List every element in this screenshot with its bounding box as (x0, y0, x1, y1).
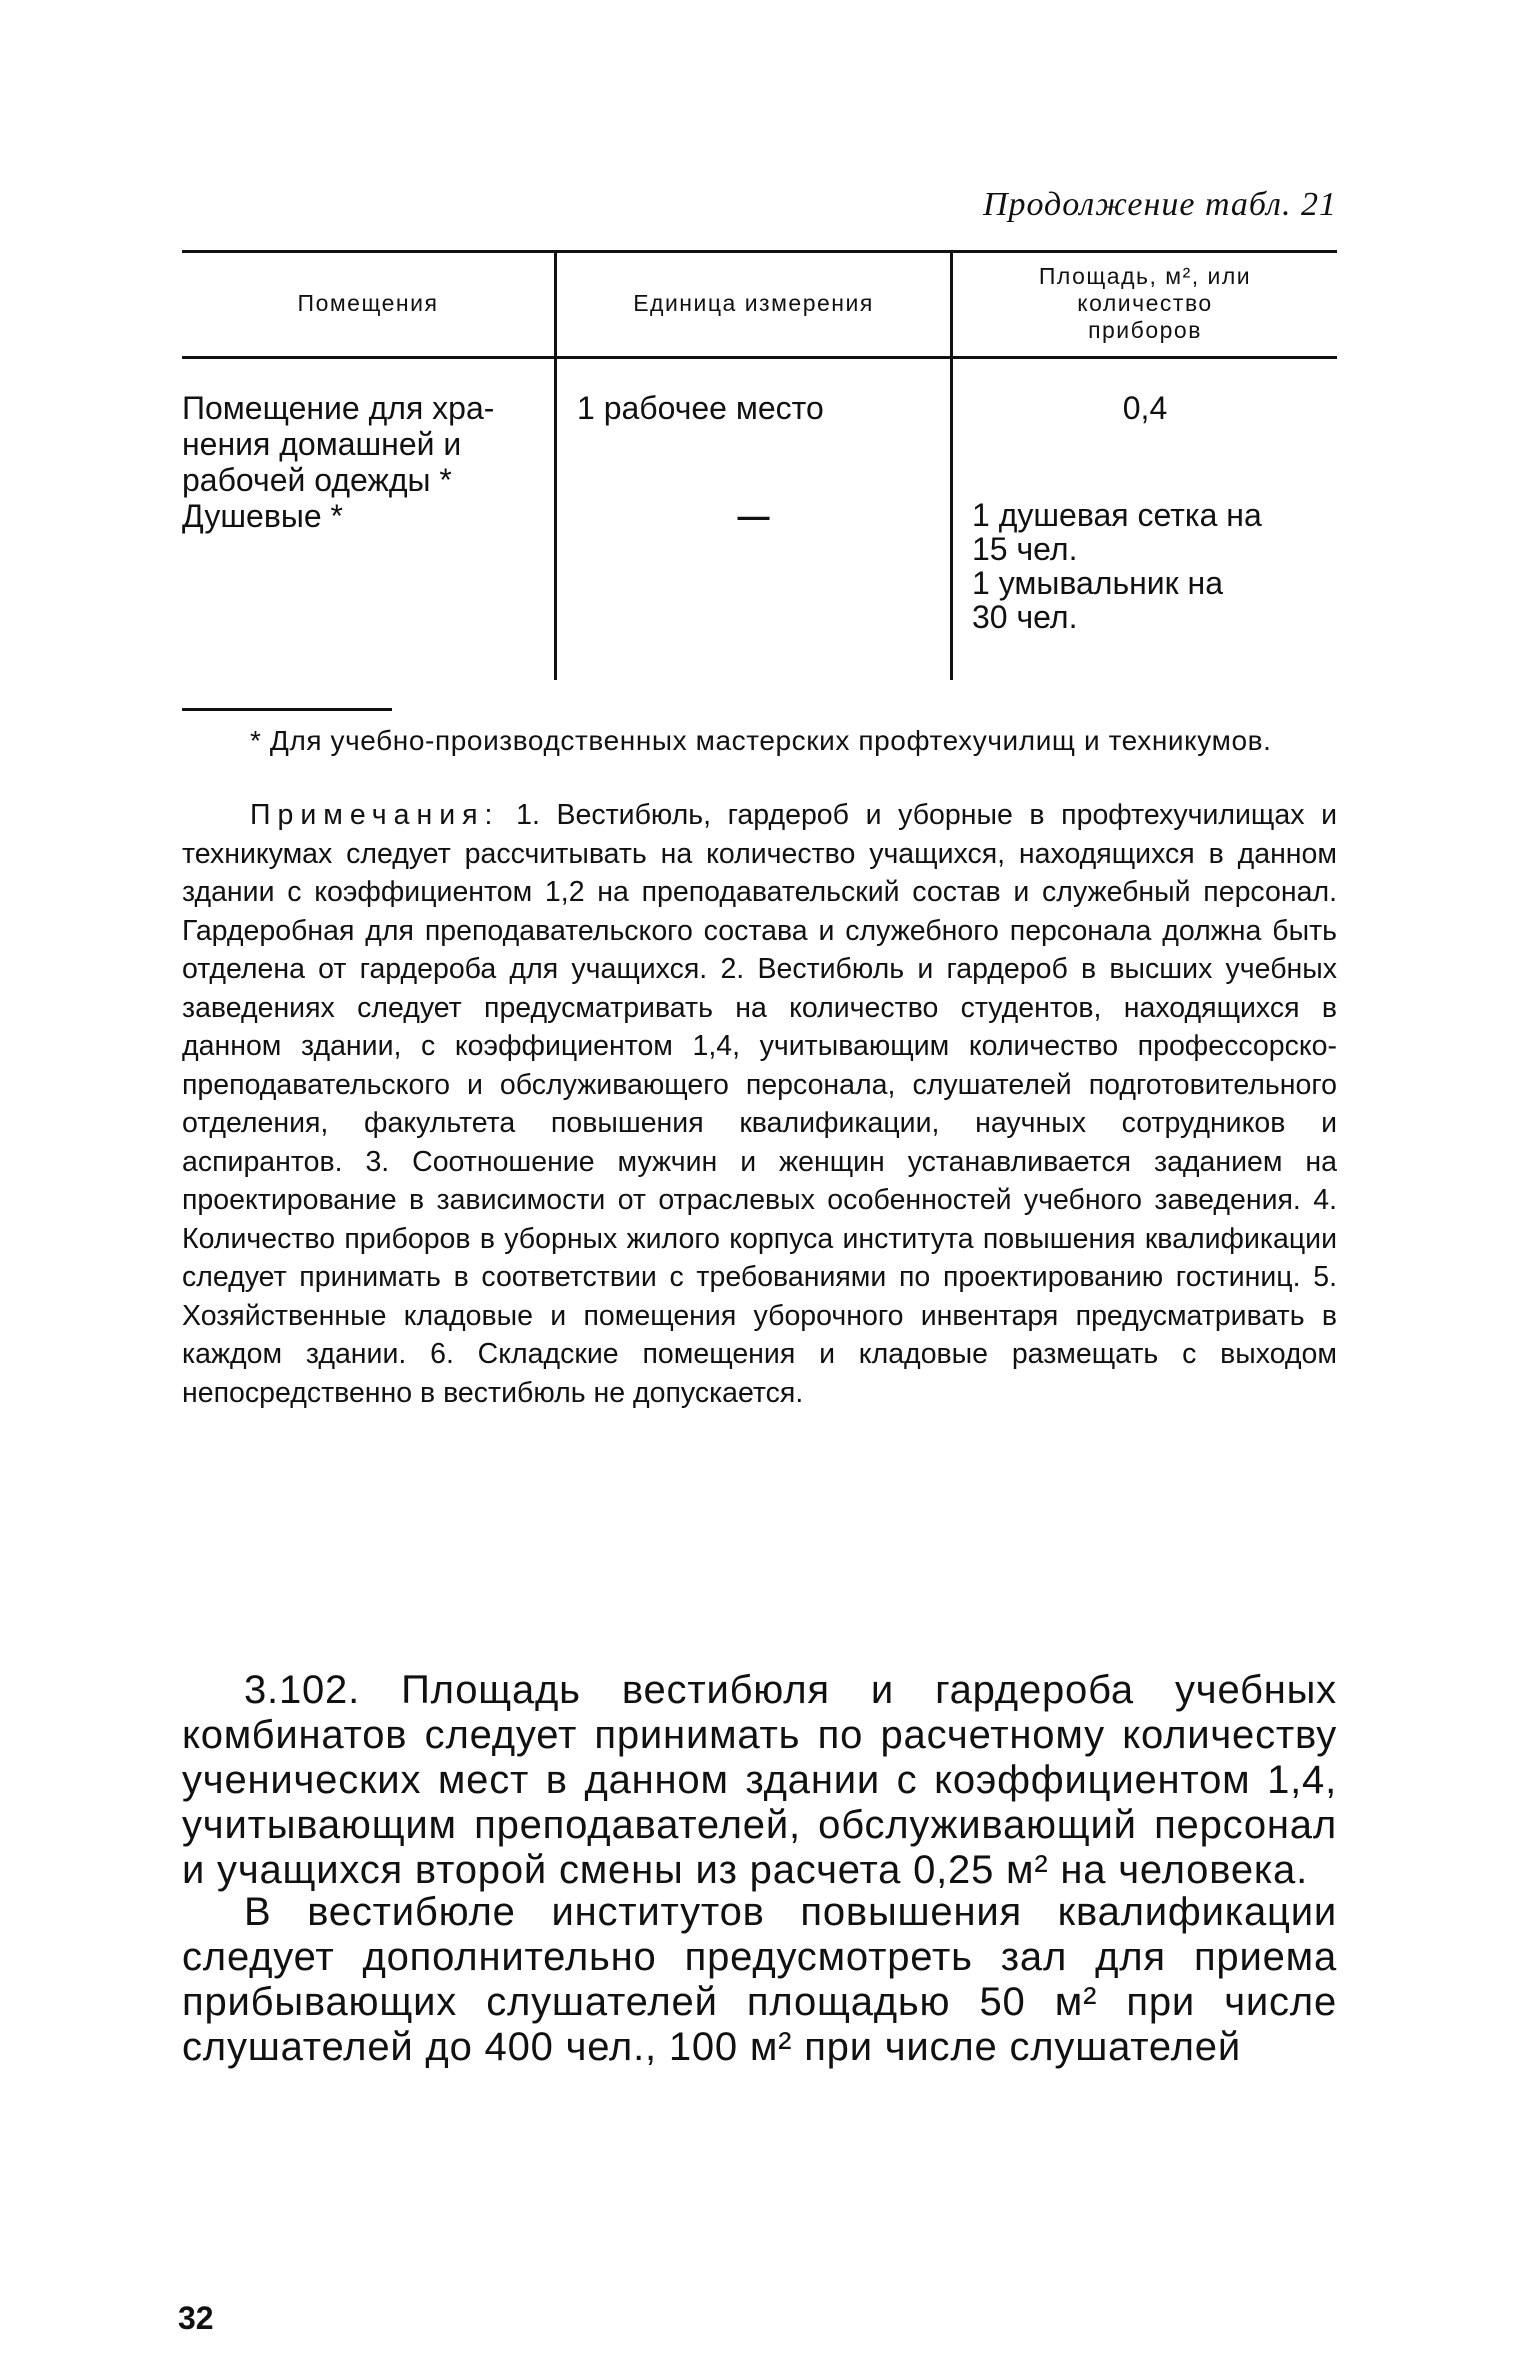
table-footnote (182, 724, 1337, 758)
footnote-rule (182, 708, 392, 711)
footnote-text: * Для учебно-производственных мастерских профтехучилищ и техникумов. (250, 725, 1272, 756)
cell-line: 15 чел. (972, 531, 1078, 567)
column-header-unit: Единица измерения (633, 289, 874, 316)
clause-paragraph: В вестибюле институтов повышения квалификации следует дополнительно предусмотреть зал для приема прибывающих слушателей площадью 50 м² при числе слушателей до 400 чел., 100 м² при числе слушателей (182, 1890, 1337, 2069)
column-header-area (953, 250, 1337, 356)
notes-text: 1. Вестибюль, гардероб и уборные в профтехучилищах и техникумах следует рассчитывать на количество учащихся, находящихся в данном здании с коэффициентом 1,2 на преподавательский состав и служебный персонал. Гардеробная для преподавательского состава и служебного персонала должна быть отделена от гардероба для учащихся. 2. Вестибюль и гардероб в высших учебных заведениях следует предусматривать на количество студентов, находящихся в данном здании, с коэффициентом 1,4, учитывающим количество профессорско-преподавательского и обслуживающего персонала, слушателей подготовительного отделения, факультета повышения квалификации, научных сотрудников и аспирантов. 3. Соотношение мужчин и женщин устанавливается заданием на проектирование в зависимости от отраслевых особенностей учебного заведения. 4. Количество приборов в уборных жилого корпуса института повышения квалификации следует принимать в соответствии с требованиями по проектированию гостиниц. 5. Хозяйственные кладовые и помещения уборочного инвентаря предусматривать в каждом здании. 6. Складские помещения и кладовые размещать с выходом непосредственно в вестибюль не допускается. (182, 799, 1337, 1409)
table-cell-unit: — (737, 498, 770, 534)
table-header-rule (182, 356, 1337, 359)
page-number: 32 (178, 2300, 214, 2336)
table-cell-room: Душевые * (182, 498, 343, 534)
cell-line: 1 умывальник на (972, 565, 1224, 601)
column-header-area-text: Площадь, м², или количество приборов (1038, 262, 1252, 343)
table-cell-value (972, 498, 1337, 634)
notes-lead: Примечания: (250, 799, 500, 831)
table-cell-unit: 1 рабочее место (577, 390, 824, 426)
table-continuation-label: Продолжение табл. 21 (982, 186, 1337, 223)
clause-3-102: 3.102. Площадь вестибюля и гардероба учебных комбинатов следует принимать по расчетному количеству ученических мест в данном здании с коэффициентом 1,4, учитывающим преподавателей, обслуживающий персонал и учащихся второй смены из расчета 0,25 м² на человека. (182, 1668, 1337, 1892)
cell-line: рабочей одежды * (182, 462, 452, 498)
cell-line: нения домашней и (182, 426, 462, 462)
cell-line: 30 чел. (972, 599, 1078, 635)
table-cell-room (182, 390, 542, 498)
column-header-rooms: Помещения (297, 289, 439, 316)
cell-line: 1 душевая сетка на (972, 497, 1262, 533)
table-notes (182, 796, 1337, 1412)
cell-line: Помещение для хра- (182, 390, 495, 426)
table-cell-value: 0,4 (1122, 390, 1168, 426)
